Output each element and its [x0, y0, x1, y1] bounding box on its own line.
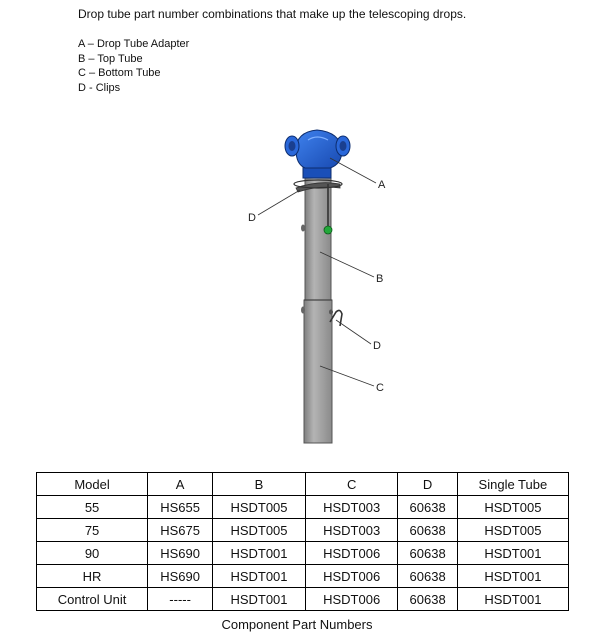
cell-a: HS655	[148, 496, 213, 519]
cell-single-tube: HSDT001	[457, 542, 568, 565]
legend-item-b: B – Top Tube	[78, 52, 143, 65]
cell-c: HSDT006	[305, 542, 398, 565]
col-header-model: Model	[37, 473, 148, 496]
cell-model: 75	[37, 519, 148, 542]
col-header-c: C	[305, 473, 398, 496]
callout-d-top: D	[248, 212, 256, 224]
cell-single-tube: HSDT001	[457, 565, 568, 588]
cell-a: HS675	[148, 519, 213, 542]
callout-c: C	[376, 382, 384, 394]
callout-b: B	[376, 273, 384, 285]
col-header-d: D	[398, 473, 457, 496]
cell-d: 60638	[398, 542, 457, 565]
col-header-b: B	[213, 473, 306, 496]
cell-c: HSDT003	[305, 496, 398, 519]
green-knob	[324, 226, 332, 234]
cell-model: HR	[37, 565, 148, 588]
cell-b: HSDT005	[213, 496, 306, 519]
cell-a: HS690	[148, 565, 213, 588]
legend-item-a: A – Drop Tube Adapter	[78, 38, 190, 50]
cell-model: 90	[37, 542, 148, 565]
legend-item-c: C – Bottom Tube	[78, 67, 161, 79]
table-row	[37, 542, 569, 565]
callout-d-lower: D	[373, 340, 381, 352]
cell-b: HSDT005	[213, 519, 306, 542]
table-row	[37, 588, 569, 611]
table-row	[37, 565, 569, 588]
cell-c: HSDT003	[305, 519, 398, 542]
bottom-tube	[304, 300, 332, 443]
top-tube	[305, 178, 331, 300]
cell-b: HSDT001	[213, 542, 306, 565]
cell-model: Control Unit	[37, 588, 148, 611]
col-header-a: A	[148, 473, 213, 496]
cell-single-tube: HSDT001	[457, 588, 568, 611]
cell-d: 60638	[398, 496, 457, 519]
cell-c: HSDT006	[305, 588, 398, 611]
table-row	[37, 519, 569, 542]
part-number-table	[36, 472, 569, 611]
cell-b: HSDT001	[213, 588, 306, 611]
legend-item-d: D - Clips	[78, 81, 121, 94]
cell-a: -----	[148, 588, 213, 611]
table-header-row	[37, 473, 569, 496]
col-header-single-tube: Single Tube	[457, 473, 568, 496]
intro-text: Drop tube part number combinations that make up the telescoping drops.	[78, 7, 467, 21]
cell-b: HSDT001	[213, 565, 306, 588]
drop-tube-adapter	[285, 130, 350, 178]
cell-a: HS690	[148, 542, 213, 565]
cell-single-tube: HSDT005	[457, 496, 568, 519]
cell-single-tube: HSDT005	[457, 519, 568, 542]
callout-a: A	[378, 179, 386, 191]
cell-d: 60638	[398, 588, 457, 611]
cell-d: 60638	[398, 519, 457, 542]
cell-model: 55	[37, 496, 148, 519]
table-caption: Component Part Numbers	[221, 617, 373, 632]
cell-c: HSDT006	[305, 565, 398, 588]
cell-d: 60638	[398, 565, 457, 588]
table-row	[37, 496, 569, 519]
